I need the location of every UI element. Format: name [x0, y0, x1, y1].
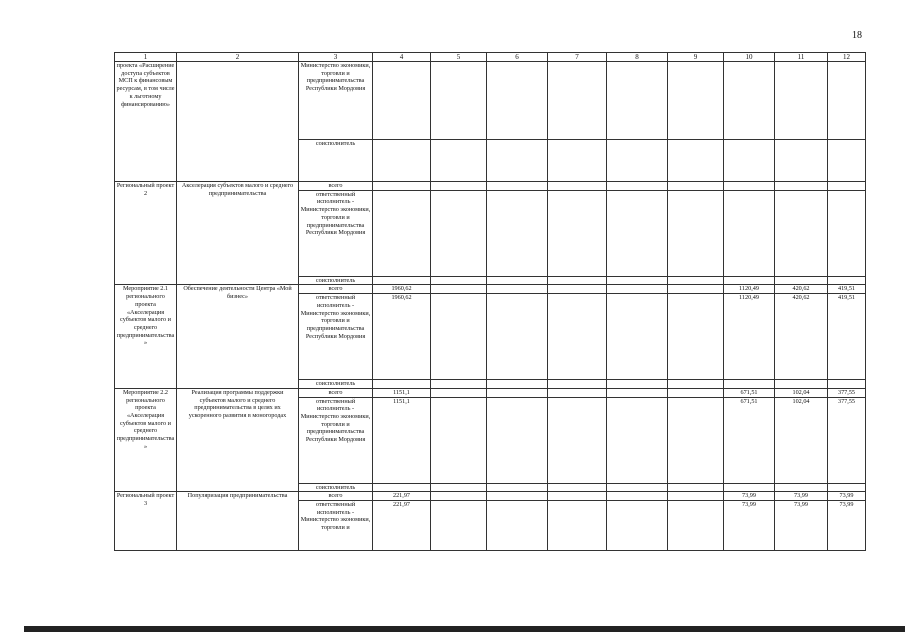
value-cell: 73,99	[775, 492, 828, 501]
value-cell: 73,99	[724, 492, 775, 501]
value-cell: 1120,49	[724, 285, 775, 294]
executor-cell: всего	[299, 388, 373, 397]
value-cell: 420,62	[775, 285, 828, 294]
activity-name-cell: Региональный проект 2	[115, 182, 177, 285]
activity-name-cell: Мероприятие 2.1 регионального проекта «Акселерация субъектов малого и среднего предпринимательства»	[115, 285, 177, 388]
executor-cell: соисполнитель	[299, 483, 373, 492]
activity-description-cell	[177, 62, 299, 182]
value-cell: 419,51	[828, 285, 866, 294]
value-cell: 73,99	[724, 500, 775, 550]
column-header: 10	[724, 53, 775, 62]
value-cell: 1151,1	[373, 388, 431, 397]
table-row	[115, 388, 866, 397]
executor-cell: всего	[299, 182, 373, 191]
activity-description-cell: Популяризация предпринимательства	[177, 492, 299, 551]
page-number: 18	[852, 30, 862, 41]
header-row	[115, 53, 866, 62]
column-header: 6	[487, 53, 548, 62]
column-header: 1	[115, 53, 177, 62]
value-cell: 1120,49	[724, 294, 775, 380]
activity-name-cell: проекта «Расширение доступа субъектов МСП к финансовым ресурсам, в том числе к льготному финансированию»	[115, 62, 177, 182]
activity-description-cell: Обеспечение деятельности Центра «Мой бизнес»	[177, 285, 299, 388]
activity-name-cell: Региональный проект 3	[115, 492, 177, 551]
table-row	[115, 182, 866, 191]
executor-cell: соисполнитель	[299, 140, 373, 182]
scan-bottom-edge	[24, 626, 905, 632]
column-header: 9	[668, 53, 724, 62]
column-header: 7	[548, 53, 607, 62]
value-cell: 102,04	[775, 397, 828, 483]
activity-name-cell: Мероприятие 2.2 регионального проекта «Акселерация субъектов малого и среднего предпринимательства»	[115, 388, 177, 491]
table-row	[115, 62, 866, 140]
executor-cell: ответственный исполнитель - Министерство экономики, торговли и предпринимательства Республики Мордовия	[299, 397, 373, 483]
value-cell: 221,97	[373, 492, 431, 501]
activity-description-cell: Реализация программы поддержки субъектов малого и среднего предпринимательства в целях их ускоренного развития в моногородах	[177, 388, 299, 491]
value-cell: 73,99	[828, 492, 866, 501]
executor-cell: ответственный исполнитель - Министерство экономики, торговли и предпринимательства Республики Мордовия	[299, 190, 373, 276]
executor-cell: Министерство экономики, торговли и предпринимательства Республики Мордовия	[299, 62, 373, 140]
column-header: 5	[431, 53, 487, 62]
value-cell: 671,51	[724, 388, 775, 397]
value-cell: 1960,62	[373, 285, 431, 294]
executor-cell: соисполнитель	[299, 380, 373, 389]
column-header: 11	[775, 53, 828, 62]
executor-cell: ответственный исполнитель - Министерство экономики, торговли и предпринимательства Республики Мордовия	[299, 294, 373, 380]
column-header: 12	[828, 53, 866, 62]
column-header: 3	[299, 53, 373, 62]
executor-cell: всего	[299, 285, 373, 294]
value-cell: 1960,62	[373, 294, 431, 380]
value-cell: 1151,1	[373, 397, 431, 483]
value-cell: 221,97	[373, 500, 431, 550]
budget-table	[114, 52, 866, 551]
activity-description-cell: Акселерация субъектов малого и среднего предпринимательства	[177, 182, 299, 285]
value-cell: 671,51	[724, 397, 775, 483]
value-cell: 419,51	[828, 294, 866, 380]
column-header: 2	[177, 53, 299, 62]
table-row	[115, 285, 866, 294]
value-cell: 420,62	[775, 294, 828, 380]
column-header: 8	[607, 53, 668, 62]
value-cell: 73,99	[828, 500, 866, 550]
value-cell: 377,55	[828, 397, 866, 483]
value-cell: 377,55	[828, 388, 866, 397]
executor-cell: ответственный исполнитель - Министерство экономики, торговли и	[299, 500, 373, 550]
executor-cell: соисполнитель	[299, 276, 373, 285]
value-cell: 102,04	[775, 388, 828, 397]
column-header: 4	[373, 53, 431, 62]
table-row	[115, 492, 866, 501]
value-cell: 73,99	[775, 500, 828, 550]
executor-cell: всего	[299, 492, 373, 501]
